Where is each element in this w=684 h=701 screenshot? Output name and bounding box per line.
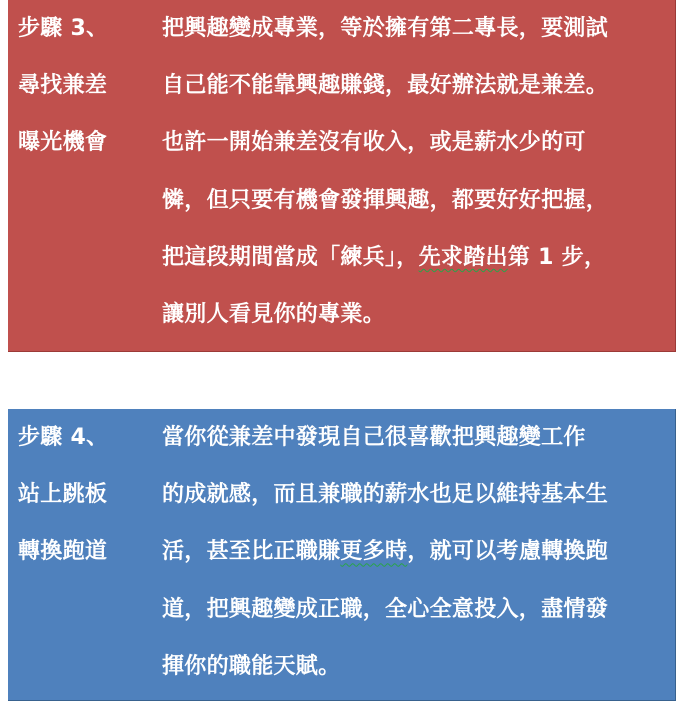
step-3-label-line: 曝光機會: [18, 130, 108, 156]
step-3-text: [162, 0, 674, 343]
step-3-box: [8, 0, 676, 352]
step-4-text-line: 的成就感，而且兼職的薪水也足以維持基本生: [162, 482, 609, 508]
step-4-text-line: 道，把興趣變成正職，全心全意投入，盡情發: [162, 596, 609, 622]
step-3-text-line: 讓別人看見你的專業。: [162, 301, 386, 327]
step-4-text-line: [162, 523, 674, 580]
step-4-label: [18, 409, 158, 581]
text-segment: ，就可以考慮轉換跑: [407, 539, 609, 565]
step-4-label-line: 站上跳板: [18, 482, 108, 508]
step-3-label-line: 步驟 3、: [18, 16, 109, 41]
step-4-text-line: 揮你的職能天賦。: [162, 653, 341, 679]
step-3-label-line: 尋找兼差: [18, 73, 108, 99]
step-3-text-line: 也許一開始兼差沒有收入，或是薪水少的可: [162, 130, 586, 156]
step-3-text-line: 自己能不能靠興趣賺錢，最好辦法就是兼差。: [162, 73, 609, 99]
step-4-text: [162, 409, 674, 695]
step-4-box: [8, 409, 676, 701]
step-3-text-line: 把興趣變成專業，等於擁有第二專長，要測試: [162, 16, 609, 41]
text-segment: 把這段期間當成「練兵」，: [162, 244, 419, 270]
text-segment: 活，甚至比正職賺: [162, 539, 341, 565]
step-3-text-line: [162, 229, 674, 286]
spellcheck-underlined-text: 更多時: [340, 539, 408, 565]
text-segment: 第 1 步，: [507, 244, 607, 270]
step-3-label: [18, 0, 158, 172]
step-4-text-line: 當你從兼差中發現自己很喜歡把興趣變工作: [162, 425, 586, 450]
step-3-text-line: 憐，但只要有機會發揮興趣，都要好好把握，: [162, 187, 609, 213]
step-4-label-line: 轉換跑道: [18, 539, 108, 565]
spellcheck-underlined-text: 先求踏出: [418, 244, 508, 270]
step-4-label-line: 步驟 4、: [18, 425, 109, 450]
